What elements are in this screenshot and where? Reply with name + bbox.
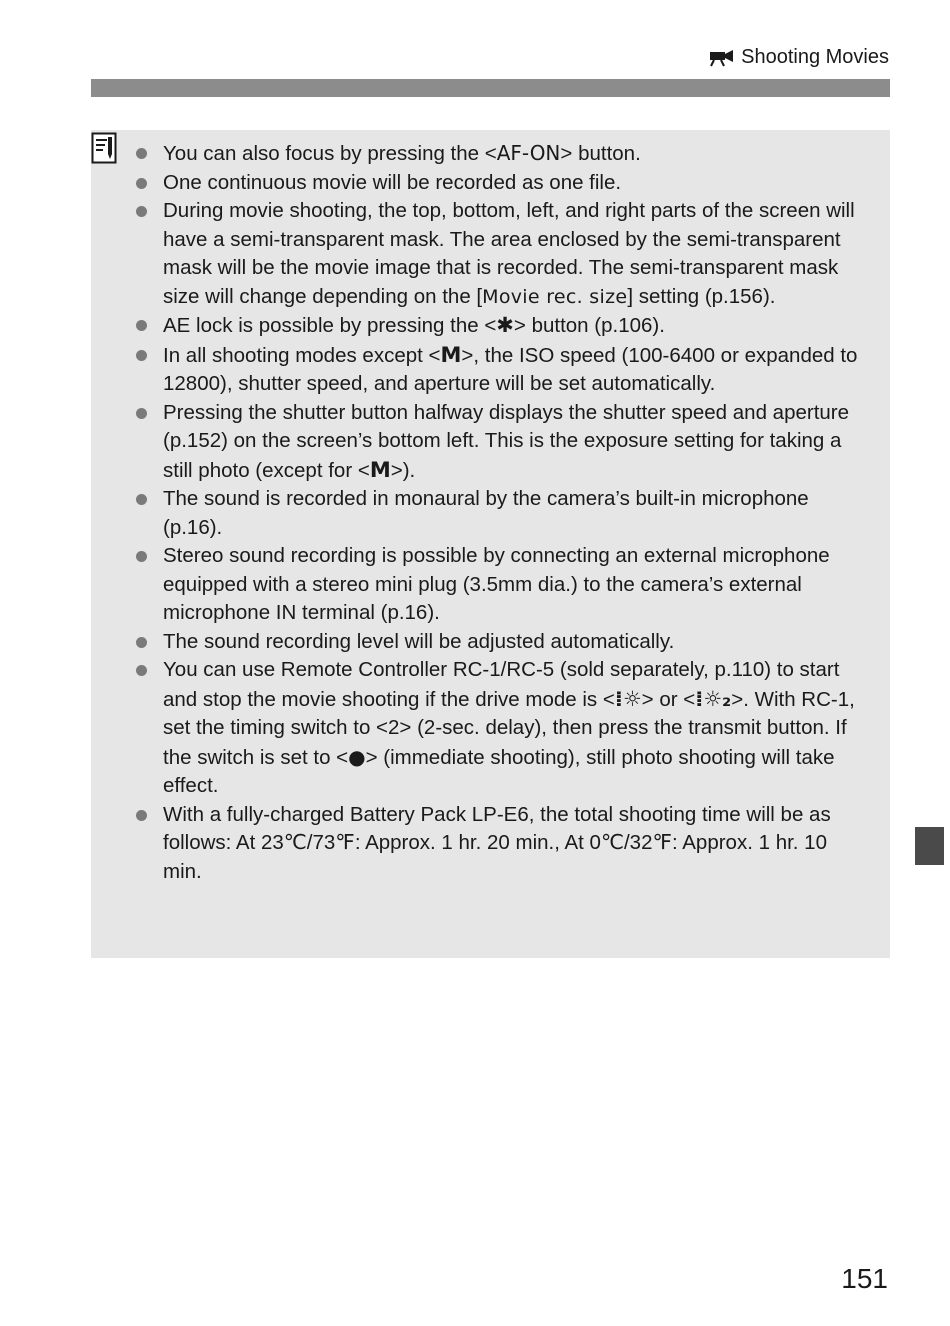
- list-item: You can use Remote Controller RC-1/RC-5 (sold separately, p.110) to start and stop the movie shooting if the drive mode is <⁞☼> or <⁞☼₂>. With RC-1, set the timing switch to <2> (2-sec. delay), then press the transmit button. If the switch is set to <●> (immediate shooting), still photo shooting will take effect.: [136, 656, 870, 801]
- list-item: During movie shooting, the top, bottom, left, and right parts of the screen will have a semi-transparent mask. The area enclosed by the semi-transparent mask will be the movie image that is recorded. The semi-transparent mask size will change depending on the [Movie rec. size] setting (p.156).: [136, 197, 870, 311]
- header-rule: [91, 79, 890, 97]
- menu-item-reference: Movie rec. size: [482, 285, 628, 308]
- manual-mode-icon: M: [369, 457, 391, 482]
- af-on-button-symbol: AF-ON: [496, 141, 561, 165]
- note-pencil-icon: [91, 132, 117, 164]
- page-header: [709, 46, 889, 69]
- page-number: 151: [841, 1263, 888, 1294]
- list-item: The sound is recorded in monaural by the camera’s built-in microphone (p.16).: [136, 485, 870, 542]
- list-item: With a fully-charged Battery Pack LP-E6, the total shooting time will be as follows: At 23℃/73℉: Approx. 1 hr. 20 min., At 0℃/32℉: Approx. 1 hr. 10 min.: [136, 801, 870, 887]
- movie-camera-icon: [709, 49, 735, 67]
- list-item: Pressing the shutter button halfway displays the shutter speed and aperture (p.152) on the screen’s bottom left. This is the exposure setting for taking a still photo (except for <M>).: [136, 399, 870, 486]
- list-item: The sound recording level will be adjusted automatically.: [136, 628, 870, 657]
- note-list: [136, 139, 870, 886]
- immediate-shooting-icon: ●: [348, 744, 366, 769]
- list-item: Stereo sound recording is possible by connecting an external microphone equipped with a stereo mini plug (3.5mm dia.) to the camera’s external microphone IN terminal (p.16).: [136, 542, 870, 628]
- list-item: In all shooting modes except <M>, the ISO speed (100-6400 or expanded to 12800), shutter speed, and aperture will be set automatically.: [136, 341, 870, 399]
- manual-mode-icon: M: [440, 342, 462, 367]
- self-timer-2s-icon: ⁞☼₂: [695, 686, 732, 711]
- ae-lock-icon: ✱: [496, 313, 514, 337]
- self-timer-10s-icon: ⁞☼: [614, 686, 642, 711]
- chapter-tab: [915, 827, 944, 865]
- section-title: Shooting Movies: [741, 46, 889, 68]
- list-item: One continuous movie will be recorded as one file.: [136, 169, 870, 198]
- list-item: You can also focus by pressing the <AF-ON> button.: [136, 139, 870, 169]
- list-item: AE lock is possible by pressing the <✱> button (p.106).: [136, 311, 870, 341]
